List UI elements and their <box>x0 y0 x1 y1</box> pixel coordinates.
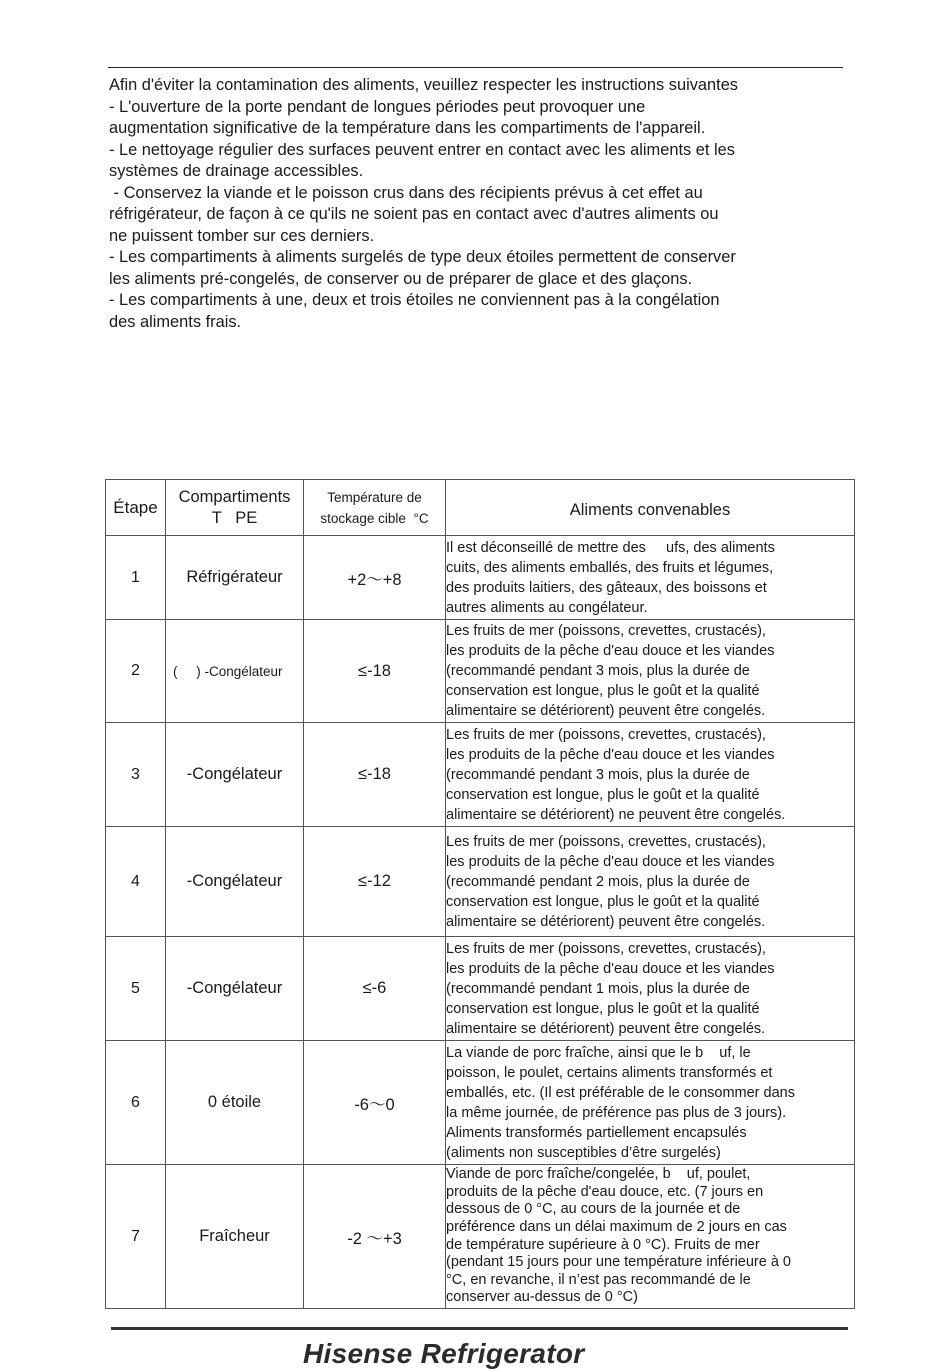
food-line: La viande de porc fraîche, ainsi que le b uf, le <box>446 1044 751 1061</box>
food-line: préférence dans un délai maximum de 2 jours en cas <box>446 1218 787 1235</box>
table-row <box>106 1041 855 1165</box>
food-line: les produits de la pêche d'eau douce et les viandes <box>446 643 775 659</box>
cell-compartment: -Congélateur <box>166 723 304 827</box>
cell-compartment: 0 étoile <box>166 1041 304 1165</box>
food-line: (pendant 15 jours pour une température inférieure à 0 <box>446 1254 791 1271</box>
table-row <box>106 827 855 937</box>
intro-line: réfrigérateur, de façon à ce qu'ils ne soient pas en contact avec d'autres aliments ou <box>109 205 719 223</box>
food-line: Les fruits de mer (poissons, crevettes, crustacés), <box>446 833 766 850</box>
header-compartment-line2: T PE <box>211 508 258 527</box>
intro-line: - Les compartiments à aliments surgelés de type deux étoiles permettent de conserver <box>109 248 736 266</box>
food-line: conservation est longue, plus le goût et la qualité <box>446 893 760 910</box>
food-line: Les fruits de mer (poissons, crevettes, crustacés), <box>446 726 766 743</box>
cell-temperature: -6～0 <box>304 1041 446 1165</box>
cell-food <box>446 1165 855 1309</box>
cell-step: 7 <box>106 1165 166 1309</box>
food-line: cuits, des aliments emballés, des fruits et légumes, <box>446 559 774 576</box>
food-line: (recommandé pendant 3 mois, plus la durée de <box>446 766 750 783</box>
intro-line: - Conservez la viande et le poisson crus dans des récipients prévus à cet effet au <box>109 183 703 202</box>
cell-food <box>446 723 855 827</box>
intro-line: - Les compartiments à une, deux et trois étoiles ne conviennent pas à la congélation <box>109 291 720 309</box>
food-line: Les fruits de mer (poissons, crevettes, crustacés), <box>446 940 766 957</box>
food-line: les produits de la pêche d'eau douce et les viandes <box>446 960 775 977</box>
intro-line: augmentation significative de la température dans les compartiments de l'appareil. <box>109 119 706 137</box>
food-line: produits de la pêche d'eau douce, etc. (7 jours en <box>446 1183 764 1200</box>
cell-step: 6 <box>106 1041 166 1165</box>
brand-logo: Hisense Refrigerator <box>303 1338 585 1369</box>
intro-line: des aliments frais. <box>109 312 242 331</box>
intro-line: Afin d'éviter la contamination des aliments, veuillez respecter les instructions suivantes <box>109 76 739 94</box>
cell-food <box>446 827 855 937</box>
cell-temperature: +2～+8 <box>304 536 446 620</box>
cell-temperature: ≤-18 <box>304 620 446 723</box>
food-line: les produits de la pêche d'eau douce et les viandes <box>446 746 775 763</box>
intro-line: ne puissent tomber sur ces derniers. <box>109 226 375 245</box>
cell-compartment: Fraîcheur <box>166 1165 304 1309</box>
header-temperature <box>304 480 446 536</box>
food-line: des produits laitiers, des gâteaux, des boissons et <box>446 579 767 596</box>
table-body <box>106 536 855 1309</box>
intro-instructions <box>109 75 849 333</box>
cell-step: 5 <box>106 937 166 1041</box>
cell-step: 4 <box>106 827 166 937</box>
food-line: conserver au-dessus de 0 °C) <box>446 1289 638 1306</box>
food-line: conservation est longue, plus le goût et la qualité <box>446 786 760 803</box>
cell-compartment: Réfrigérateur <box>166 536 304 620</box>
food-line: Aliments transformés partiellement encapsulés <box>446 1124 747 1141</box>
food-line: emballés, etc. (Il est préférable de le consommer dans <box>446 1084 795 1101</box>
header-compartment-line1: Compartiments <box>178 487 291 506</box>
cell-food <box>446 620 855 723</box>
food-line: (recommandé pendant 2 mois, plus la durée de <box>446 873 750 890</box>
cell-food <box>446 1041 855 1165</box>
table-row <box>106 536 855 620</box>
cell-food <box>446 937 855 1041</box>
cell-step: 2 <box>106 620 166 723</box>
food-line: autres aliments au congélateur. <box>446 599 648 616</box>
food-line: alimentaire se détériorent) peuvent être congelés. <box>446 1020 766 1037</box>
cell-compartment: ( ) -Congélateur <box>166 620 304 723</box>
food-line: (recommandé pendant 3 mois, plus la durée de <box>446 663 750 679</box>
food-line: dessous de 0 °C, au cours de la journée et de <box>446 1201 741 1218</box>
food-line: de température supérieure à 0 °C). Fruits de mer <box>446 1236 760 1253</box>
storage-table <box>105 479 855 1309</box>
food-line: les produits de la pêche d'eau douce et les viandes <box>446 853 775 870</box>
intro-line: les aliments pré-congelés, de conserver ou de préparer de glace et des glaçons. <box>109 269 693 288</box>
food-line: conservation est longue, plus le goût et la qualité <box>446 1000 760 1017</box>
cell-temperature: -2 ～+3 <box>304 1165 446 1309</box>
food-line: (aliments non susceptibles d’être surgelés) <box>446 1144 721 1161</box>
cell-compartment: -Congélateur <box>166 827 304 937</box>
food-line: (recommandé pendant 1 mois, plus la durée de <box>446 980 750 997</box>
footer-rule <box>111 1327 848 1330</box>
top-rule <box>108 67 843 68</box>
table-header-row <box>106 480 855 536</box>
food-line: alimentaire se détériorent) ne peuvent être congelés. <box>446 806 786 823</box>
food-line: °C, en revanche, il n’est pas recommandé de le <box>446 1271 751 1288</box>
intro-line: - L'ouverture de la porte pendant de longues périodes peut provoquer une <box>109 97 646 116</box>
header-step: Étape <box>106 480 166 536</box>
food-line: Viande de porc fraîche/congelée, b uf, poulet, <box>446 1166 751 1183</box>
cell-step: 1 <box>106 536 166 620</box>
table-row <box>106 620 855 723</box>
food-line: alimentaire se détériorent) peuvent être congelés. <box>446 913 766 930</box>
table-row <box>106 1165 855 1309</box>
header-temperature-line1: Température de <box>327 489 422 505</box>
food-line: conservation est longue, plus le goût et la qualité <box>446 683 760 699</box>
food-line: poisson, le poulet, certains aliments transformés et <box>446 1064 773 1081</box>
cell-step: 3 <box>106 723 166 827</box>
table-row <box>106 937 855 1041</box>
table-row <box>106 723 855 827</box>
header-temperature-line2: stockage cible °C <box>320 510 429 526</box>
intro-line: - Le nettoyage régulier des surfaces peuvent entrer en contact avec les aliments et les <box>109 140 735 159</box>
cell-compartment: -Congélateur <box>166 937 304 1041</box>
header-compartment <box>166 480 304 536</box>
cell-temperature: ≤-18 <box>304 723 446 827</box>
header-food: Aliments convenables <box>446 480 855 536</box>
food-line: alimentaire se détériorent) peuvent être congelés. <box>446 703 766 719</box>
cell-food <box>446 536 855 620</box>
cell-temperature: ≤-12 <box>304 827 446 937</box>
cell-temperature: ≤-6 <box>304 937 446 1041</box>
food-line: Il est déconseillé de mettre des ufs, des aliments <box>446 539 775 556</box>
food-line: Les fruits de mer (poissons, crevettes, crustacés), <box>446 623 766 639</box>
food-line: la même journée, de préférence pas plus de 3 jours). <box>446 1104 787 1121</box>
intro-line: systèmes de drainage accessibles. <box>109 162 364 180</box>
